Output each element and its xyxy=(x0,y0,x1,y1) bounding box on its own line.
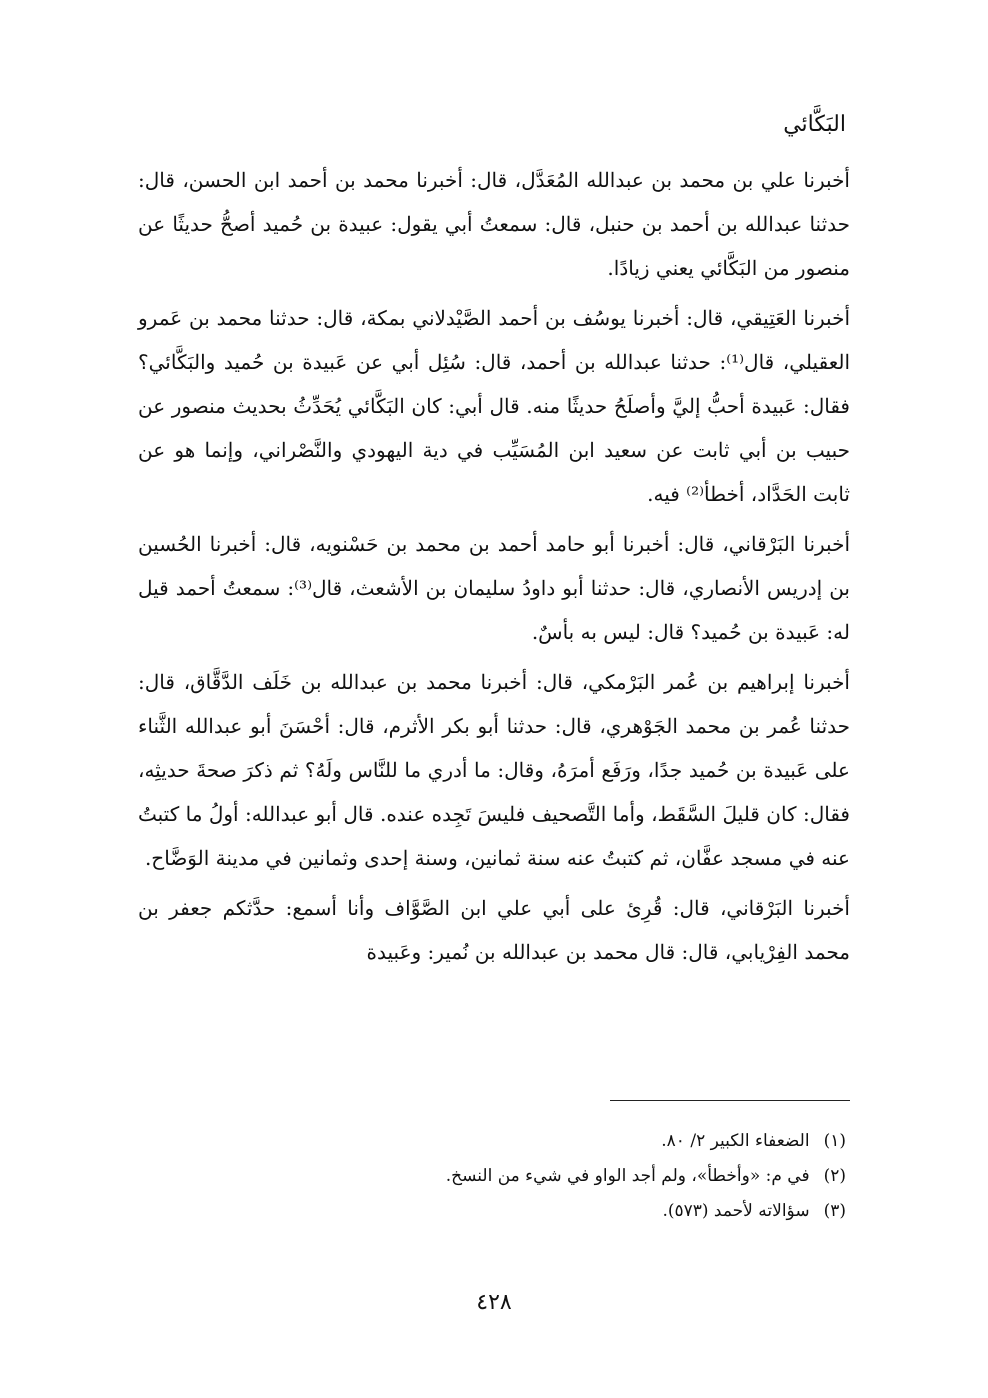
paragraph-4: أخبرنا إبراهيم بن عُمر البَرْمكي، قال: أخبرنا محمد بن عبدالله بن خَلَف الدَّقَّاق، قال: حدثنا عُمر بن محمد الجَوْهري، قال: حدثنا أبو بكر الأثرم، قال: أحْسَنَ أبو عبدالله الثَّناء على عَبيدة بن حُميد جدًا، ورَفَع أمرَهُ، وقال: ما أدري ما للنَّاس ولَهُ؟ ثم ذكرَ صحةَ حديثِه، فقال: كان قليلَ السَّقَط، وأما التَّصحيف فليسَ تَجِده عنده. قال أبو عبدالله: أولُ ما كتبتُ عنه في مسجد عفَّان، ثم كتبتُ عنه سنة ثمانين، وسنة إحدى وثمانين في مدينة الوَضَّاح. xyxy=(138,670,850,870)
footnote-text: في م: «وأخطأ»، ولم أجد الواو في شيء من النسخ. xyxy=(445,1166,810,1186)
paragraph-1: أخبرنا علي بن محمد بن عبدالله المُعَدَّل، قال: أخبرنا محمد بن أحمد ابن الحسن، قال: حدثنا عبدالله بن أحمد بن حنبل، قال: سمعتُ أبي يقول: عبيدة بن حُميد أصحُّ حديثًا عن منصور من البَكَّائي يعني زيادًا. xyxy=(138,168,850,280)
footnote-text: سؤالاته لأحمد (٥٧٣). xyxy=(662,1201,810,1221)
running-title: البَكَّائي xyxy=(783,112,846,137)
footnotes xyxy=(146,1124,846,1229)
footnote-divider xyxy=(610,1100,850,1101)
footnote-1 xyxy=(146,1124,846,1159)
page-number: ٤٢٨ xyxy=(476,1290,512,1315)
footnote-number: (٢) xyxy=(823,1166,846,1186)
paragraph-5: أخبرنا البَرْقاني، قال: قُرِئ على أبي علي ابن الصَّوَّاف وأنا أسمع: حدَّثكم جعفر بن محمد الفِرْيابي، قال: قال محمد بن عبدالله بن نُمير: وعَبيدة xyxy=(138,896,850,964)
main-text xyxy=(138,158,850,980)
paragraph-3: أخبرنا البَرْقاني، قال: أخبرنا أبو حامد أحمد بن محمد بن حَسْنويه، قال: أخبرنا الحُسين بن إدريس الأنصاري، قال: حدثنا أبو داودُ سليمان بن الأشعث، قال⁽³⁾: سمعتُ أحمد قيل له: عَبيدة بن حُميد؟ قال: ليس به بأسٌ. xyxy=(138,532,850,644)
footnote-number: (٣) xyxy=(823,1201,846,1221)
footnote-3 xyxy=(146,1194,846,1229)
footnote-number: (١) xyxy=(823,1131,846,1151)
footnote-2 xyxy=(146,1159,846,1194)
paragraph-2: أخبرنا العَتِيقي، قال: أخبرنا يوسُف بن أحمد الصَّيْدلاني بمكة، قال: حدثنا محمد بن عَمرو العقيلي، قال⁽¹⁾: حدثنا عبدالله بن أحمد، قال: سُئِل أبي عن عَبيدة بن حُميد والبَكَّائي؟ فقال: عَبيدة أحبُّ إليَّ وأصلَحُ حديثًا منه. قال أبي: كان البَكَّائي يُحَدِّثُ بحديث منصور عن حبيب بن أبي ثابت عن سعيد ابن المُسَيِّب في دية اليهودي والنَّصْراني، وإنما هو عن ثابت الحَدَّاد، أخطأ⁽²⁾ فيه. xyxy=(138,306,851,506)
footnote-text: الضعفاء الكبير ٢/ ٨٠. xyxy=(661,1131,810,1151)
